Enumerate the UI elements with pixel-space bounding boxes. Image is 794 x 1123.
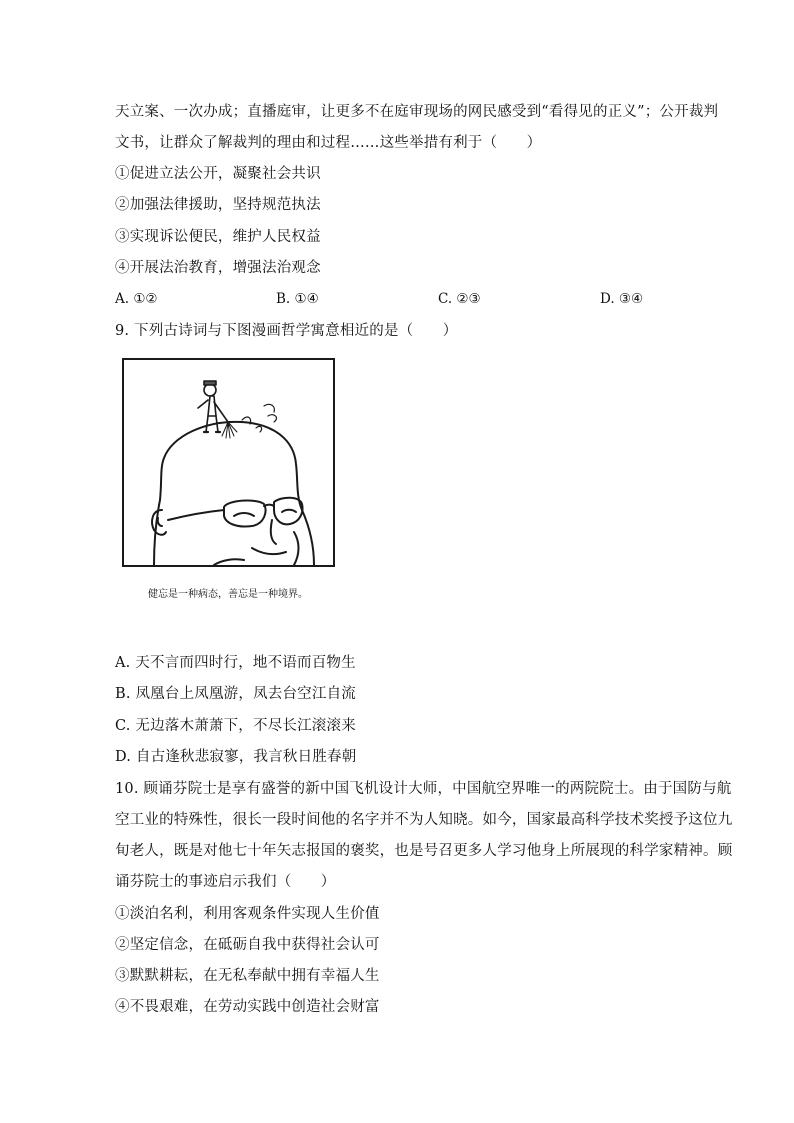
q8-option-a: A. ①② bbox=[115, 291, 158, 307]
q10-item-1: ①淡泊名利，利用客观条件实现人生价值 bbox=[115, 906, 380, 922]
q8-option-d: D. ③④ bbox=[600, 291, 644, 307]
q9-option-d: D. 自古逢秋悲寂寥，我言秋日胜春朝 bbox=[115, 749, 357, 765]
q10-stem-line-3: 旬老人，既是对他七十年矢志报国的褒奖，也是号召更多人学习他身上所展现的科学家精神。顾 bbox=[115, 843, 733, 859]
q9-option-a: A. 天不言而四时行，地不语而百物生 bbox=[115, 655, 356, 671]
q8-item-1: ①促进立法公开，凝聚社会共识 bbox=[115, 166, 321, 182]
q10-item-2: ②坚定信念，在砥砺自我中获得社会认可 bbox=[115, 937, 380, 953]
q10-stem-line-1: 10. 顾诵芬院士是享有盛誉的新中国飞机设计大师，中国航空界唯一的两院院士。由于国防与航 bbox=[115, 781, 732, 797]
q9-option-b: B. 凤凰台上凤凰游，凤去台空江自流 bbox=[115, 686, 356, 702]
q8-option-b: B. ①④ bbox=[276, 291, 319, 307]
q9-option-c: C. 无边落木萧萧下，不尽长江滚滚来 bbox=[115, 718, 356, 734]
cartoon-drawing bbox=[124, 360, 333, 565]
q10-item-3: ③默默耕耘，在无私奉献中拥有幸福人生 bbox=[115, 968, 380, 984]
q9-stem: 9. 下列古诗词与下图漫画哲学寓意相近的是（ ） bbox=[115, 323, 458, 339]
q10-item-4: ④不畏艰难，在劳动实践中创造社会财富 bbox=[115, 999, 380, 1015]
q8-stem-line-1: 天立案、一次办成；直播庭审，让更多不在庭审现场的网民感受到“看得见的正义”；公开裁判 bbox=[115, 104, 719, 120]
q8-item-3: ③实现诉讼便民，维护人民权益 bbox=[115, 229, 321, 245]
q8-item-4: ④开展法治教育，增强法治观念 bbox=[115, 260, 321, 276]
q8-item-2: ②加强法律援助，坚持规范执法 bbox=[115, 197, 321, 213]
q8-option-c: C. ②③ bbox=[438, 291, 481, 307]
q10-stem-line-2: 空工业的特殊性，很长一段时间他的名字并不为人知晓。如今，国家最高科学技术奖授予这位九 bbox=[115, 812, 733, 828]
cartoon-caption: 健忘是一种病态，善忘是一种境界。 bbox=[148, 589, 308, 600]
cartoon-image bbox=[122, 358, 335, 567]
q10-stem-line-4: 诵芬院士的事迹启示我们（ ） bbox=[115, 874, 336, 890]
q8-stem-line-2: 文书，让群众了解裁判的理由和过程……这些举措有利于（ ） bbox=[115, 135, 542, 151]
